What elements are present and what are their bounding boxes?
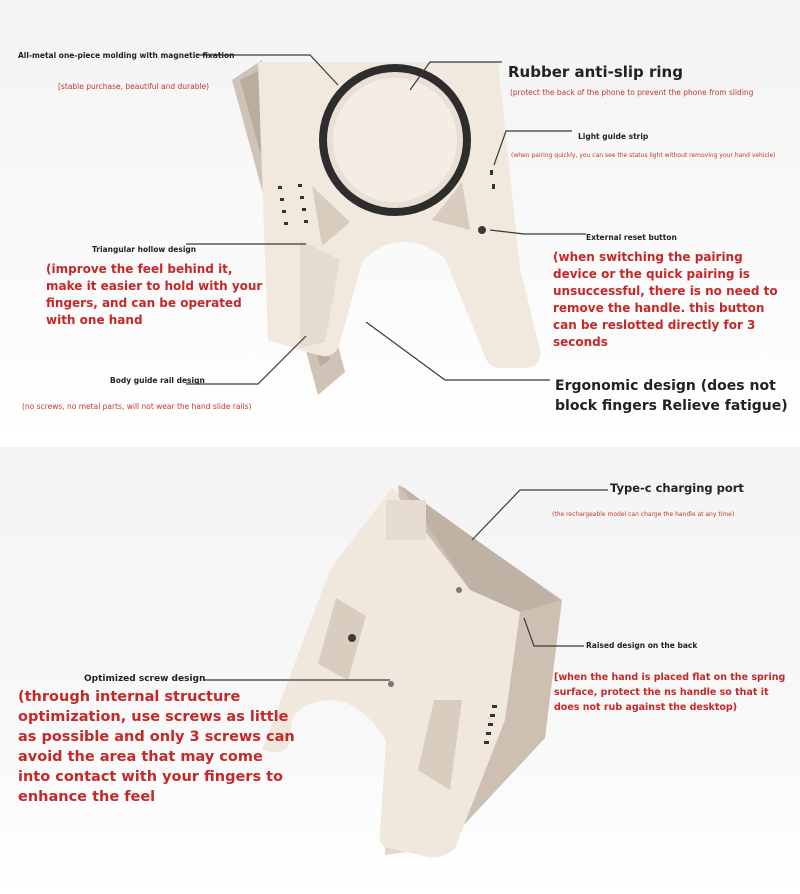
strip-note: (when pairing quickly, you can see the status light without removing your hand vehicle) xyxy=(511,152,776,159)
triangle-note: (improve the feel behind it, make it easier to hold with your fingers, and can be operated with one hand xyxy=(46,262,263,327)
screw-title: Optimized screw design xyxy=(84,674,206,684)
magnetic-note: [stable purchase, beautiful and durable) xyxy=(58,82,210,91)
raised-title: Raised design on the back xyxy=(586,641,698,650)
reset-title: External reset button xyxy=(586,233,677,242)
bottom-stand-image xyxy=(262,485,562,857)
top-stand-image xyxy=(232,60,540,395)
ergonomic-title: Ergonomic design (does not block fingers Relieve fatigue) xyxy=(555,378,788,414)
reset-note: (when switching the pairing device or the quick pairing is unsuccessful, there is no need to remove the handle. this button can be reslotted directly for 3 seconds xyxy=(553,250,778,349)
typec-note: (the rechargeable model can charge the handle at any time) xyxy=(552,511,735,518)
screw-note: (through internal structure optimization, use screws as little as possible and only 3 screws can avoid the area that may come into contact with your fingers to enhance the feel xyxy=(18,689,295,805)
ring-title: Rubber anti-slip ring xyxy=(508,63,683,81)
strip-title: Light guide strip xyxy=(578,132,649,141)
typec-title: Type-c charging port xyxy=(610,481,744,495)
rail-title: Body guide rail design xyxy=(110,376,205,385)
raised-note: [when the hand is placed flat on the spring surface, protect the ns handle so that it does not rub against the desktop) xyxy=(554,672,786,713)
rail-note: (no screws, no metal parts, will not wear the hand slide rails) xyxy=(22,402,252,411)
magnetic-title: All-metal one-piece molding with magnetic fixation xyxy=(18,51,235,60)
ring-note: (protect the back of the phone to prevent the phone from sliding xyxy=(510,88,754,97)
triangle-title: Triangular hollow design xyxy=(92,245,197,254)
